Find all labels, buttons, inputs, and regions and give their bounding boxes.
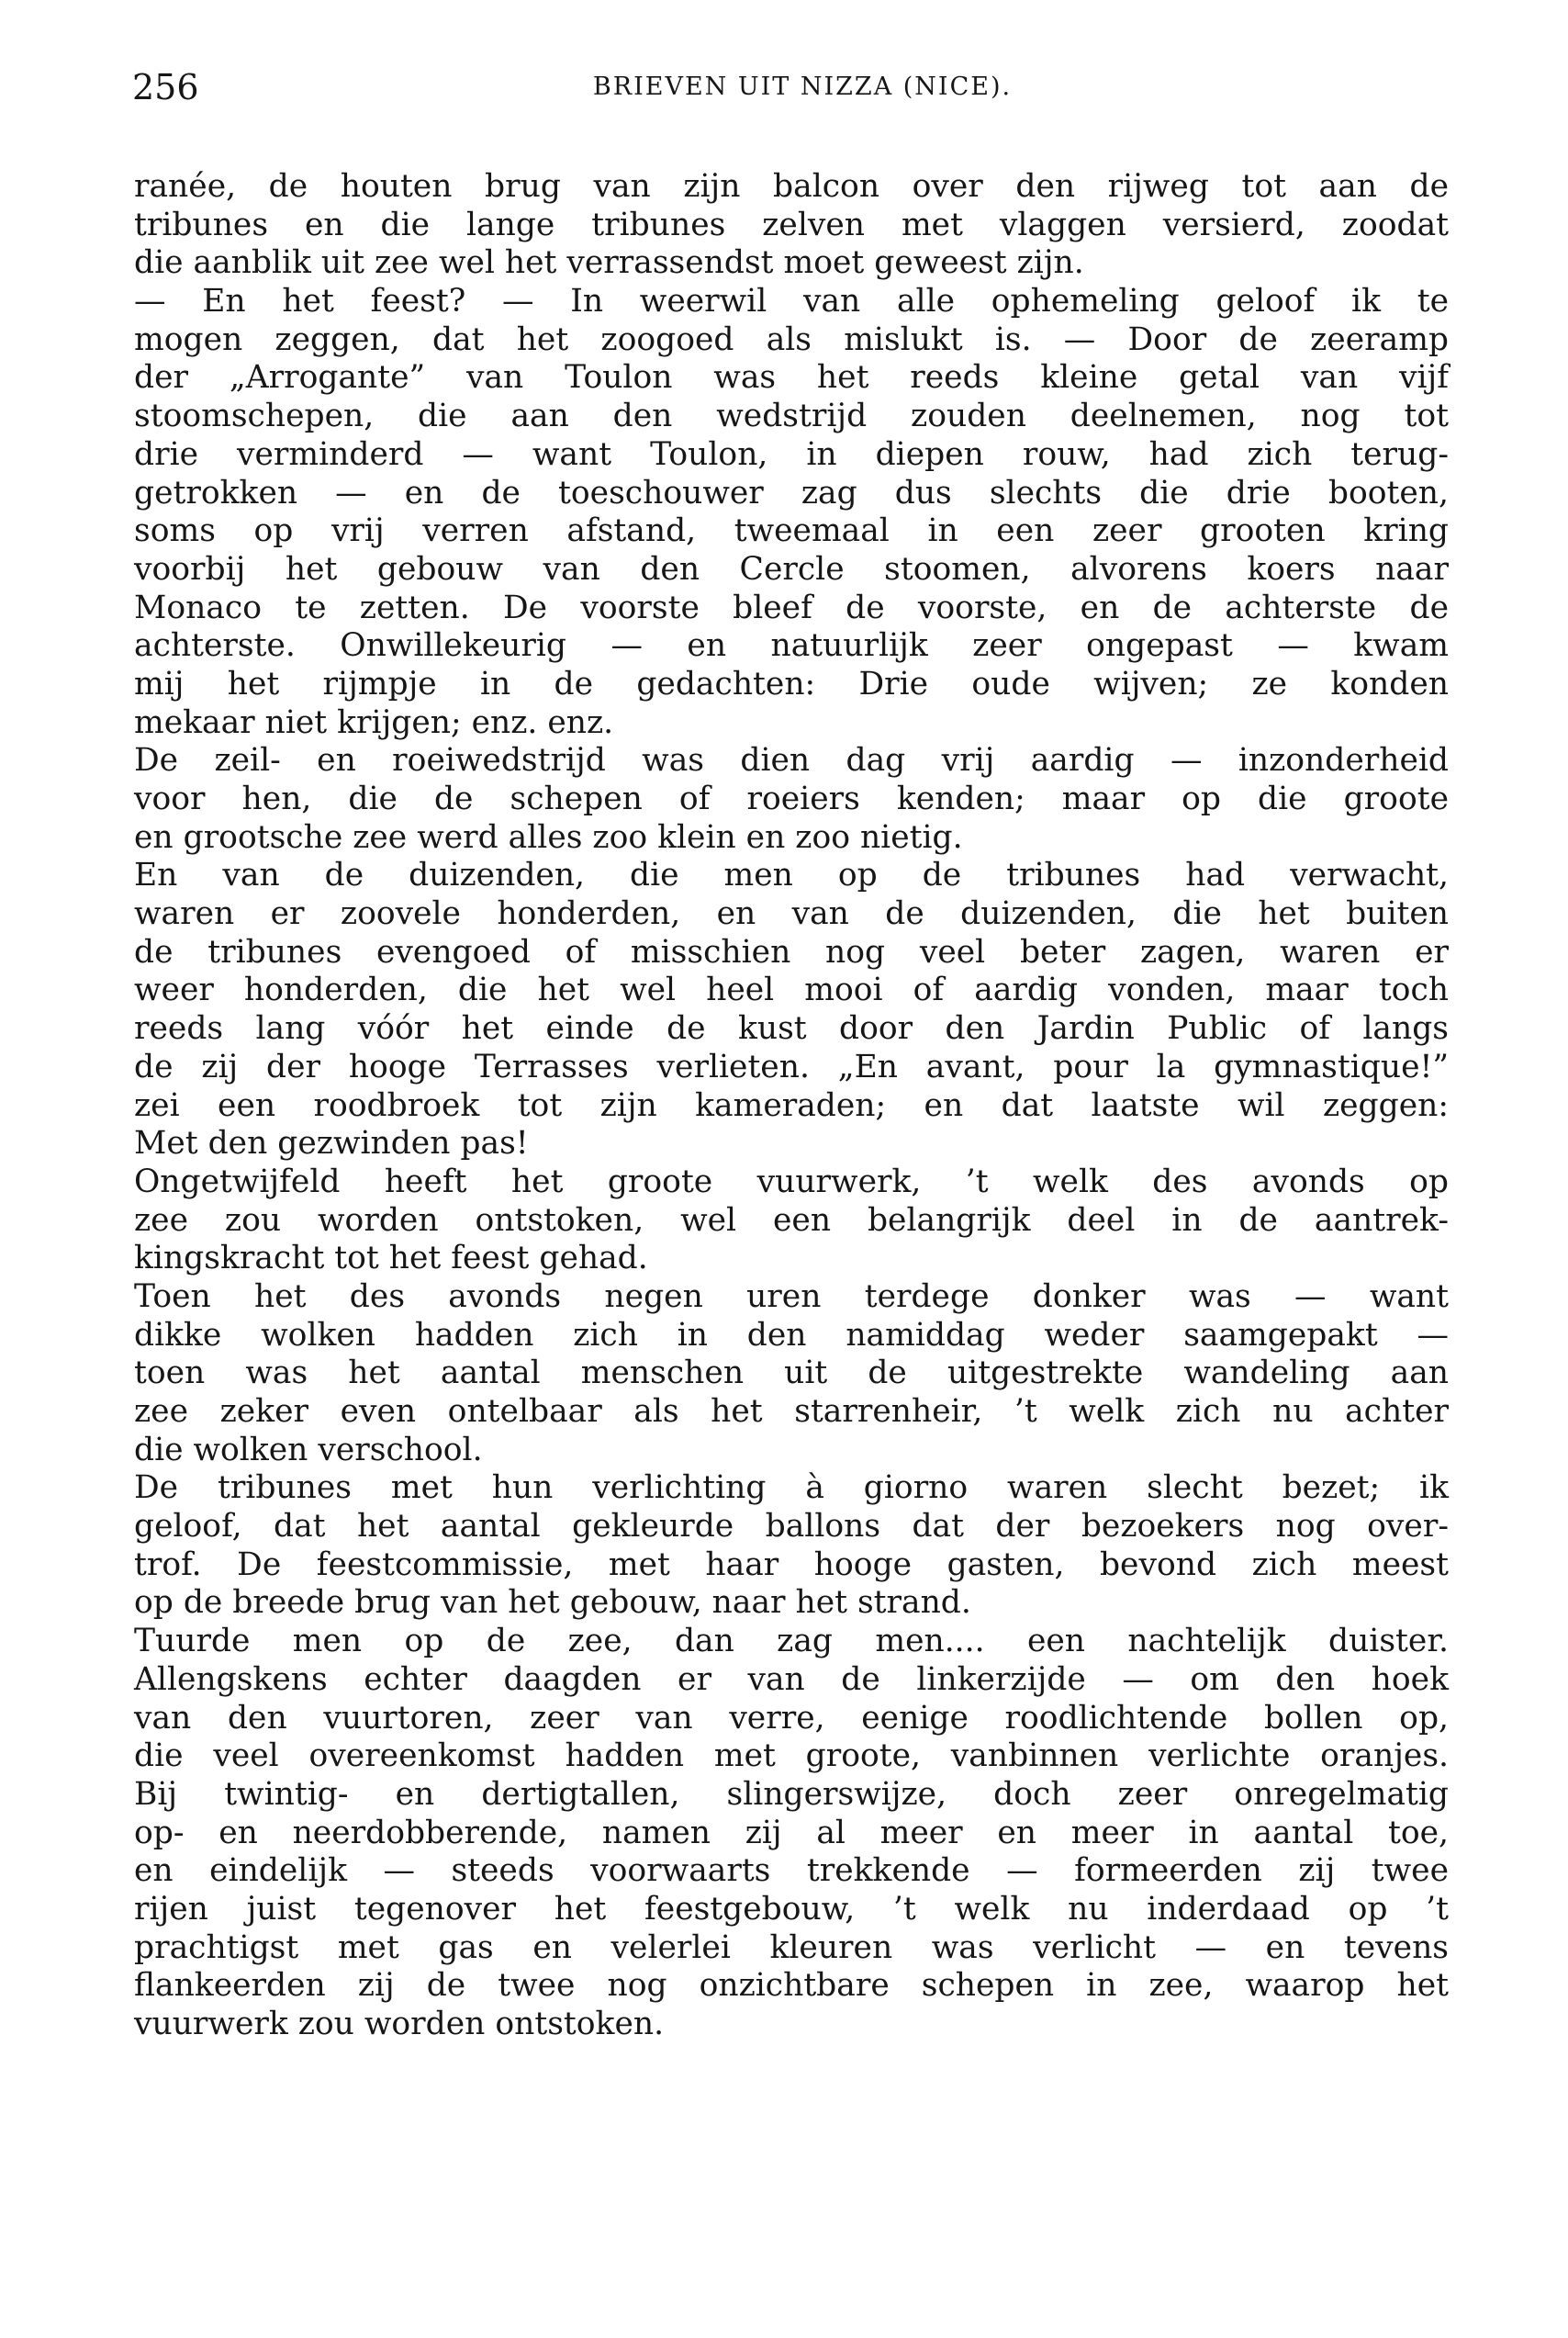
text-line: die wolken verschool.	[134, 1431, 483, 1468]
text-line: Met den gezwinden pas!	[134, 1125, 529, 1163]
text-line: voorbij het gebouw van den Cercle stoomen, alvorens koers naar	[134, 550, 1449, 588]
text-line: reeds lang vóór het einde de kust door den Jardin Public of langs	[134, 1010, 1449, 1048]
text-line: op de breede brug van het gebouw, naar het strand.	[134, 1584, 971, 1622]
text-line: zee zeker even ontelbaar als het starrenheir, ’t welk zich nu achter	[134, 1393, 1449, 1430]
text-line: zei een roodbroek tot zijn kameraden; en dat laatste wil zeggen:	[134, 1086, 1449, 1124]
text-line: mij het rijmpje in de gedachten: Drie oude wijven; ze konden	[134, 665, 1449, 703]
text-line: en eindelijk — steeds voorwaarts trekkende — formeerden zij twee	[134, 1852, 1449, 1890]
text-line: die veel overeenkomst hadden met groote, vanbinnen verlichte oranjes.	[134, 1737, 1449, 1775]
text-line: voor hen, die de schepen of roeiers kenden; maar op die groote	[134, 781, 1449, 817]
text-line: Bij twintig- en dertigtallen, slingerswijze, doch zeer onregelmatig	[134, 1775, 1449, 1813]
text-line: — En het feest? — In weerwil van alle ophemeling geloof ik te	[134, 283, 1449, 320]
text-line: der „Arrogante” van Toulon was het reeds kleine getal van vijf	[134, 359, 1449, 397]
text-line: geloof, dat het aantal gekleurde ballons dat der bezoekers nog over-	[134, 1508, 1449, 1546]
text-line: trof. De feestcommissie, met haar hooge gasten, bevond zich meest	[134, 1546, 1449, 1583]
text-line: mogen zeggen, dat het zoogoed als mislukt is. — Door de zeeramp	[134, 320, 1449, 358]
text-line: toen was het aantal menschen uit de uitgestrekte wandeling aan	[134, 1354, 1449, 1392]
text-line: Tuurde men op de zee, dan zag men.... een nachtelijk duister.	[134, 1623, 1449, 1660]
text-line: getrokken — en de toeschouwer zag dus slechts die drie booten,	[134, 474, 1449, 511]
text-line: van den vuurtoren, zeer van verre, eenige roodlichtende bollen op,	[134, 1699, 1449, 1737]
text-line: dikke wolken hadden zich in den namiddag weder saamgepakt —	[134, 1316, 1449, 1354]
text-line: vuurwerk zou worden ontstoken.	[134, 2006, 665, 2042]
text-line: Toen het des avonds negen uren terdege donker was — want	[134, 1277, 1449, 1315]
text-line: tribunes en die lange tribunes zelven met vlaggen versierd, zoodat	[134, 206, 1449, 243]
text-line: die aanblik uit zee wel het verrassendst moet geweest zijn.	[134, 244, 1084, 282]
text-line: achterste. Onwillekeurig — en natuurlijk zeer ongepast — kwam	[134, 627, 1449, 665]
body-text	[134, 168, 1449, 2044]
text-line: De zeil- en roeiwedstrijd was dien dag vrij aardig — inzonderheid	[134, 742, 1449, 780]
text-line: kingskracht tot het feest gehad.	[134, 1240, 648, 1277]
text-line: De tribunes met hun verlichting à giorno waren slecht bezet; ik	[134, 1469, 1449, 1507]
text-line: de zij der hooge Terrasses verlieten. „En avant, pour la gymnastique!”	[134, 1048, 1449, 1085]
page-number: 256	[132, 67, 199, 107]
text-line: Monaco te zetten. De voorste bleef de voorste, en de achterste de	[134, 589, 1449, 626]
text-line: Allengskens echter daagden er van de linkerzijde — om den hoek	[134, 1660, 1449, 1698]
text-line: prachtigst met gas en velerlei kleuren was verlicht — en tevens	[134, 1928, 1449, 1966]
text-line: Ongetwijfeld heeft het groote vuurwerk, ’t welk des avonds op	[134, 1163, 1449, 1200]
text-line: ranée, de houten brug van zijn balcon over den rijweg tot aan de	[134, 168, 1449, 205]
text-line: waren er zoovele honderden, en van de duizenden, die het buiten	[134, 895, 1449, 933]
text-line: op- en neerdobberende, namen zij al meer en meer in aantal toe,	[134, 1814, 1449, 1851]
text-line: weer honderden, die het wel heel mooi of aardig vonden, maar toch	[134, 972, 1449, 1009]
text-line: zee zou worden ontstoken, wel een belangrijk deel in de aantrek-	[134, 1201, 1449, 1239]
text-line: flankeerden zij de twee nog onzichtbare schepen in zee, waarop het	[134, 1967, 1449, 2005]
text-line: de tribunes evengoed of misschien nog veel beter zagen, waren er	[134, 933, 1449, 971]
text-line: soms op vrij verren afstand, tweemaal in een zeer grooten kring	[134, 512, 1449, 550]
page-header	[132, 62, 1445, 112]
text-line: stoomschepen, die aan den wedstrijd zouden deelnemen, nog tot	[134, 398, 1449, 435]
text-line: mekaar niet krijgen; enz. enz.	[134, 703, 614, 741]
running-title: BRIEVEN UIT NIZZA (NICE).	[592, 73, 1013, 101]
text-line: en grootsche zee werd alles zoo klein en zoo nietig.	[134, 818, 963, 856]
text-line: rijen juist tegenover het feestgebouw, ’t welk nu inderdaad op ’t	[134, 1890, 1449, 1928]
text-line: En van de duizenden, die men op de tribunes had verwacht,	[134, 857, 1449, 894]
text-line: drie verminderd — want Toulon, in diepen rouw, had zich terug-	[134, 435, 1449, 473]
